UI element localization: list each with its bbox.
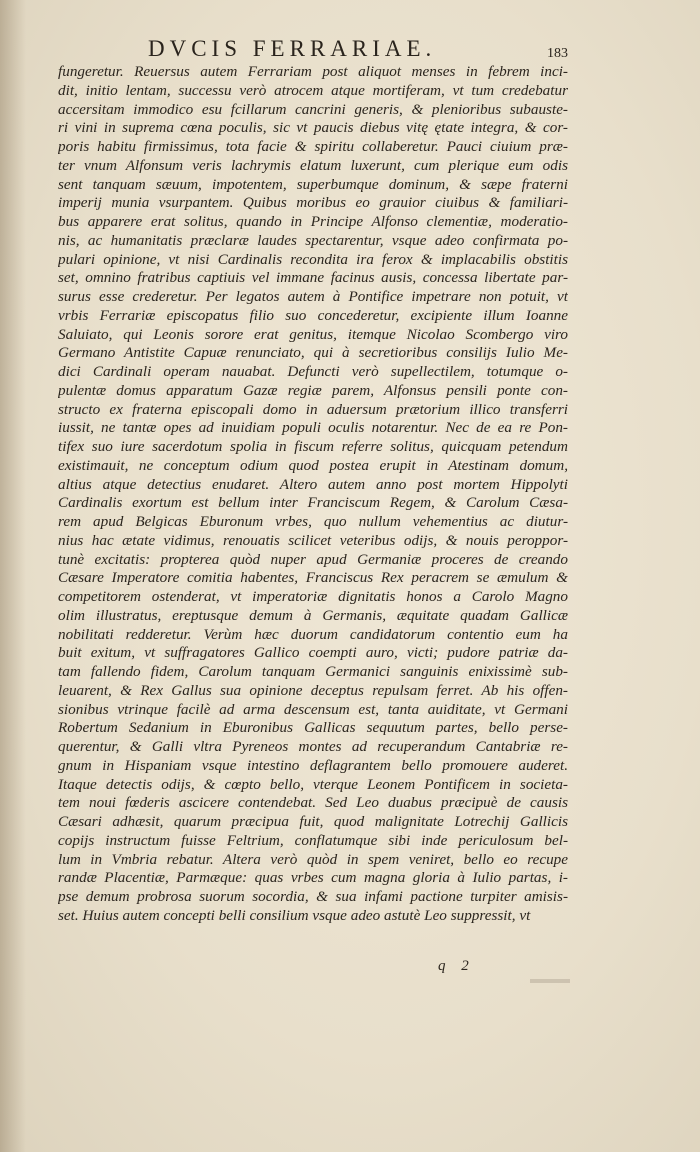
text-line: tifex suo iure sacerdotum spolia in fiscum referre solitus, quicquam petendum: [58, 438, 568, 455]
text-line: existimauit, ne conceptum odium quod postea erupit in Atestinam domum,: [58, 456, 568, 474]
text-line: bus apparere erat solitus, quando in Principe Alfonso clementiæ, moderatio-: [58, 213, 568, 230]
text-line: pulari opinione, vt nisi Cardinalis recondita ira ferox & implacabilis obstitis: [58, 250, 568, 268]
text-line: Robertum Sedanium in Eburonibus Gallicas sequutum partes, bello perse-: [58, 719, 568, 737]
text-line: sent tanquam sæuum, impotentem, superbumque dominum, & sæpe fraterni: [58, 175, 568, 193]
running-title: DVCIS FERRARIAE.: [148, 36, 437, 61]
text-line: rem apud Belgicas Eburonum vrbes, quo nullum vehementius ac diutur-: [58, 513, 568, 530]
text-line: nis, ac humanitatis præclaræ laudes spectarentur, vsque adeo confirmata po-: [58, 231, 568, 249]
text-line: dit, initio lentam, successu verò atrocem atque mortiferam, vt tum credebatur: [58, 81, 568, 99]
text-line: set. Huius autem concepti belli consilium vsque adeo astutè Leo suppressit, vt: [58, 906, 531, 924]
text-line: Cæsari adhæsit, quarum præcipua fuit, quod malignitate Lotrechij Gallicis: [58, 813, 568, 830]
text-line: iussit, ne tantæ opes ad inuidiam populi oculis notarentur. Nec de ea re Pon-: [58, 419, 568, 437]
text-line: sionibus vtrinque facilè ad arma descensum est, tanta auiditate, vt Germani: [58, 700, 568, 718]
text-line: fungeretur. Reuersus autem Ferrariam post aliquot menses in febrem inci-: [58, 63, 568, 80]
text-line: ter vnum Alfonsum veris lachrymis elatum luxerunt, cum plerique eum odis: [58, 156, 568, 174]
text-line: dici Cardinali operam nauabat. Defuncti verò supellectilem, totumque o-: [58, 363, 568, 380]
text-line: vrbis Ferrariæ episcopatus filio suo concederetur, excipiente illum Ioanne: [58, 306, 568, 324]
text-line: poris habitu firmissimus, tota facie & spiritu collaberetur. Pauci ciuium præ-: [58, 138, 568, 155]
text-line: querentur, & Galli vltra Pyreneos montes ad recuperandum Cantabriæ re-: [58, 738, 568, 755]
text-line: leuarent, & Rex Gallus sua opinione deceptus repulsam ferret. Ab his offen-: [58, 681, 568, 699]
text-line: altius atque detectius enudaret. Altero autem anno post mortem Hippolyti: [58, 475, 568, 493]
text-line: olim illustratus, ereptusque demum à Germanis, æquitate quadam Gallicæ: [58, 606, 568, 624]
text-line: accersitam immodico esu fcillarum cancrini generis, & plenioribus subauste-: [58, 100, 568, 118]
text-line: lum in Vmbria rebatur. Altera verò quòd in spem veniret, bello eo recupe: [58, 850, 568, 868]
text-line: gnum in Hispaniam vsque intestino deflagrantem bello promouere auderet.: [58, 756, 568, 774]
text-line: Cæsare Imperatore comitia habentes, Franciscus Rex peracrem se æmulum &: [58, 569, 568, 587]
text-line: Cardinalis exortum est bellum inter Franciscum Regem, & Carolum Cæsa-: [58, 494, 568, 512]
text-line: ri vini in suprema cœna poculis, sic vt paucis diebus vitę ętate integra, & cor-: [58, 119, 568, 137]
text-line: competitorem ostenderat, vt imperatoriæ dignitatis honos a Carolo Magno: [58, 588, 568, 605]
signature-mark: q 2: [438, 958, 475, 974]
text-line: nobilitati redderetur. Verùm hæc duorum candidatorum contentio eum ha: [58, 625, 568, 643]
text-line: structo ex fraterna episcopali domo in aduersum prætorium illico transferri: [58, 400, 568, 418]
text-line: surus esse crederetur. Per legatos autem à Pontifice impetrare non potuit, vt: [58, 288, 568, 305]
text-line: buit exitum, vt suffragatores Gallico coempti auro, victi; pudore patriæ da-: [58, 644, 568, 662]
text-line: Germano Antistite Capuæ renunciato, qui à secretioribus consilijs Iulio Me-: [58, 344, 568, 362]
page-number: 183: [547, 46, 568, 61]
text-line: pulentæ domus apparatum Gazæ regiæ parem, Alfonsus pensili ponte con-: [58, 381, 568, 399]
text-line: copijs instructum fuisse Feltrium, conflatumque sibi inde periculosum bel-: [58, 831, 568, 849]
text-line: tunè excitatis: propterea quòd nuper apud Germaniæ proceres de creando: [58, 550, 568, 568]
text-line: imperij munia vsurpantem. Quibus moribus eo grauior ciuibus & familiari-: [58, 194, 568, 212]
text-line: set, omnino fratribus captiuis vel immane facinus ausis, concessa libertate par-: [58, 269, 568, 287]
text-line: Itaque detectis odijs, & cœpto bello, vterque Leonem Pontificem in societa-: [58, 775, 568, 793]
text-line: nius hac ætate vidimus, renouatis scilicet veteribus odijs, & nouis peroppor-: [58, 531, 568, 549]
body-text: [58, 63, 568, 926]
text-line: Saluiato, qui Leonis sorore erat genitus, itemque Nicolao Scombergo viro: [58, 325, 568, 343]
text-line: tam fallendo fidem, Carolum tanquam Germanici sanguinis enixissimè sub-: [58, 663, 568, 680]
text-line: randæ Placentiæ, Parmæque: quas vrbes cum magna gloria à Iulio partas, i-: [58, 869, 568, 887]
text-line: tem noui fœderis ascicere contendebat. Sed Leo duabus præcipuè de causis: [58, 794, 568, 812]
show-through-mark: [530, 977, 570, 985]
text-line: pse demum probrosa suorum socordia, & sua infami pactione turpiter amisis-: [58, 888, 568, 905]
